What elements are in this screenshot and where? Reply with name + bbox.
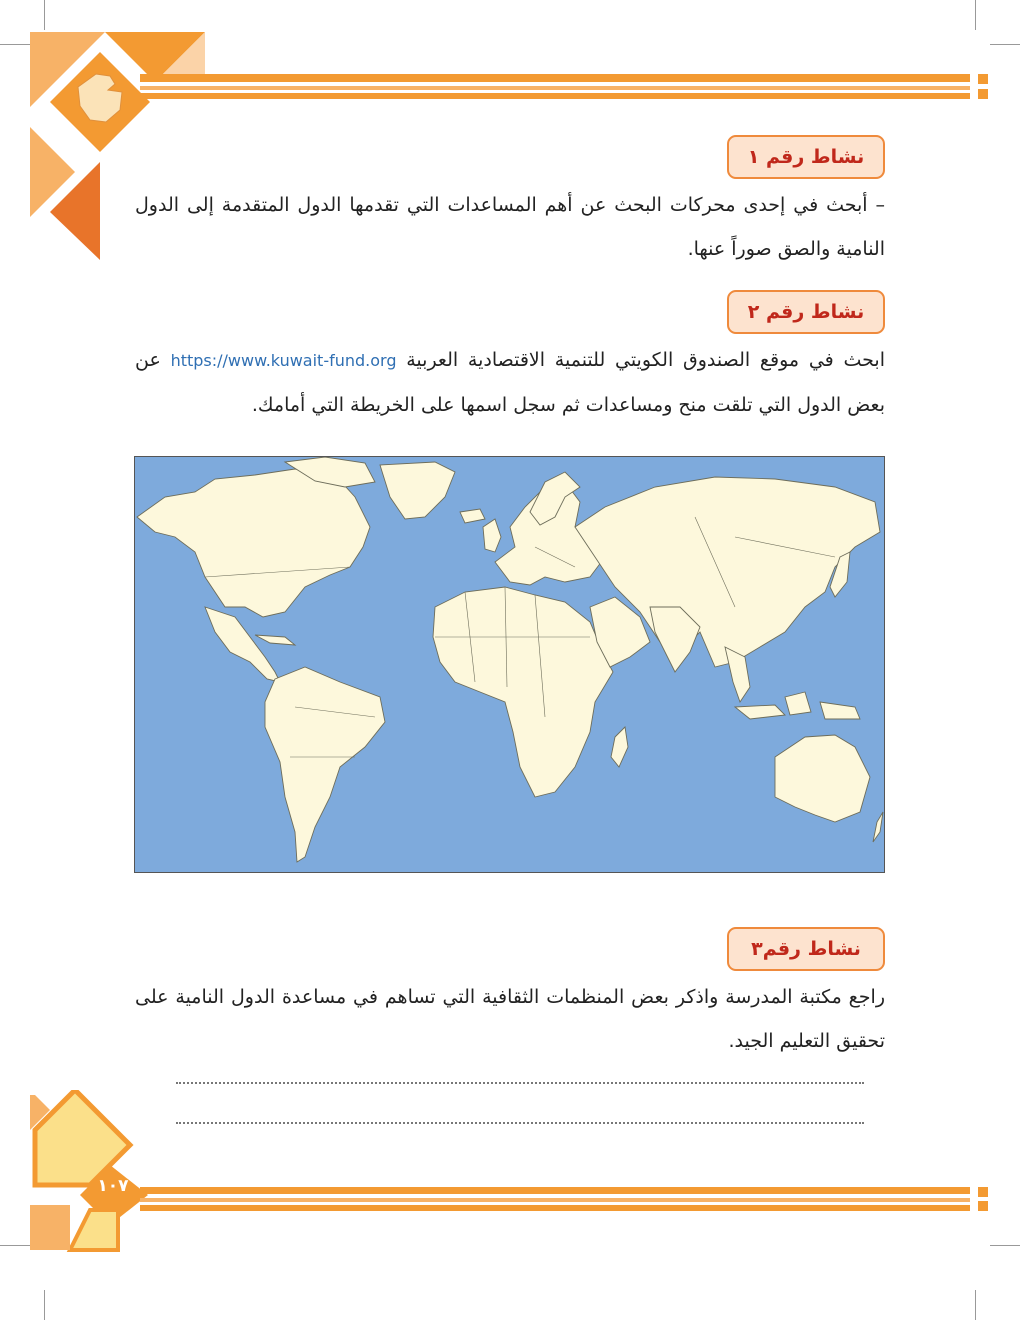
crop-mark — [0, 44, 30, 45]
activity-3-badge — [727, 927, 885, 971]
activity-3-title: نشاط رقم٣ — [751, 938, 861, 960]
bottom-orange-bar-bottom — [140, 1205, 970, 1211]
crop-mark — [990, 1245, 1020, 1246]
bar-end-block — [978, 74, 988, 84]
top-orange-bar — [140, 74, 970, 82]
top-orange-bar-thin — [140, 86, 970, 90]
bottom-orange-bar — [140, 1187, 970, 1194]
answer-line[interactable] — [176, 1082, 864, 1084]
activity-1-text: – أبحث في إحدى محركات البحث عن أهم المساعدات التي تقدمها الدول المتقدمة إلى الدول النامية والصق صوراً عنها. — [135, 194, 885, 260]
activity-2-text-after: عن بعض الدول التي تلقت منح ومساعدات ثم سجل اسمها على الخريطة التي أمامك. — [135, 349, 885, 416]
bar-end-block — [978, 1187, 988, 1197]
activity-3-text: راجع مكتبة المدرسة واذكر بعض المنظمات الثقافية التي تساهم في مساعدة الدول النامية على تحقيق التعليم الجيد. — [135, 986, 885, 1052]
crop-mark — [990, 44, 1020, 45]
bar-end-block — [978, 89, 988, 99]
activity-1-badge — [727, 135, 885, 179]
activity-1-title: نشاط رقم ١ — [747, 146, 865, 168]
crop-mark — [975, 0, 976, 30]
kuwait-fund-link[interactable]: https://www.kuwait-fund.org — [170, 351, 397, 370]
world-map-icon — [135, 457, 884, 872]
crop-mark — [0, 1245, 30, 1246]
bottom-orange-bar-thin — [140, 1198, 970, 1202]
activity-2-text — [135, 338, 885, 427]
activity-2-badge — [727, 290, 885, 334]
crop-mark — [44, 1290, 45, 1320]
world-map — [134, 456, 885, 873]
top-orange-bar-bottom — [140, 93, 970, 99]
bar-end-block — [978, 1201, 988, 1211]
bottom-corner-decoration — [30, 1090, 160, 1255]
crop-mark — [975, 1290, 976, 1320]
crop-mark — [44, 0, 45, 30]
answer-line[interactable] — [176, 1122, 864, 1124]
page-number: ١٠٧ — [97, 1176, 129, 1196]
activity-2-title: نشاط رقم ٢ — [747, 301, 865, 323]
activity-2-text-before: ابحث في موقع الصندوق الكويتي للتنمية الاقتصادية العربية — [406, 349, 885, 371]
